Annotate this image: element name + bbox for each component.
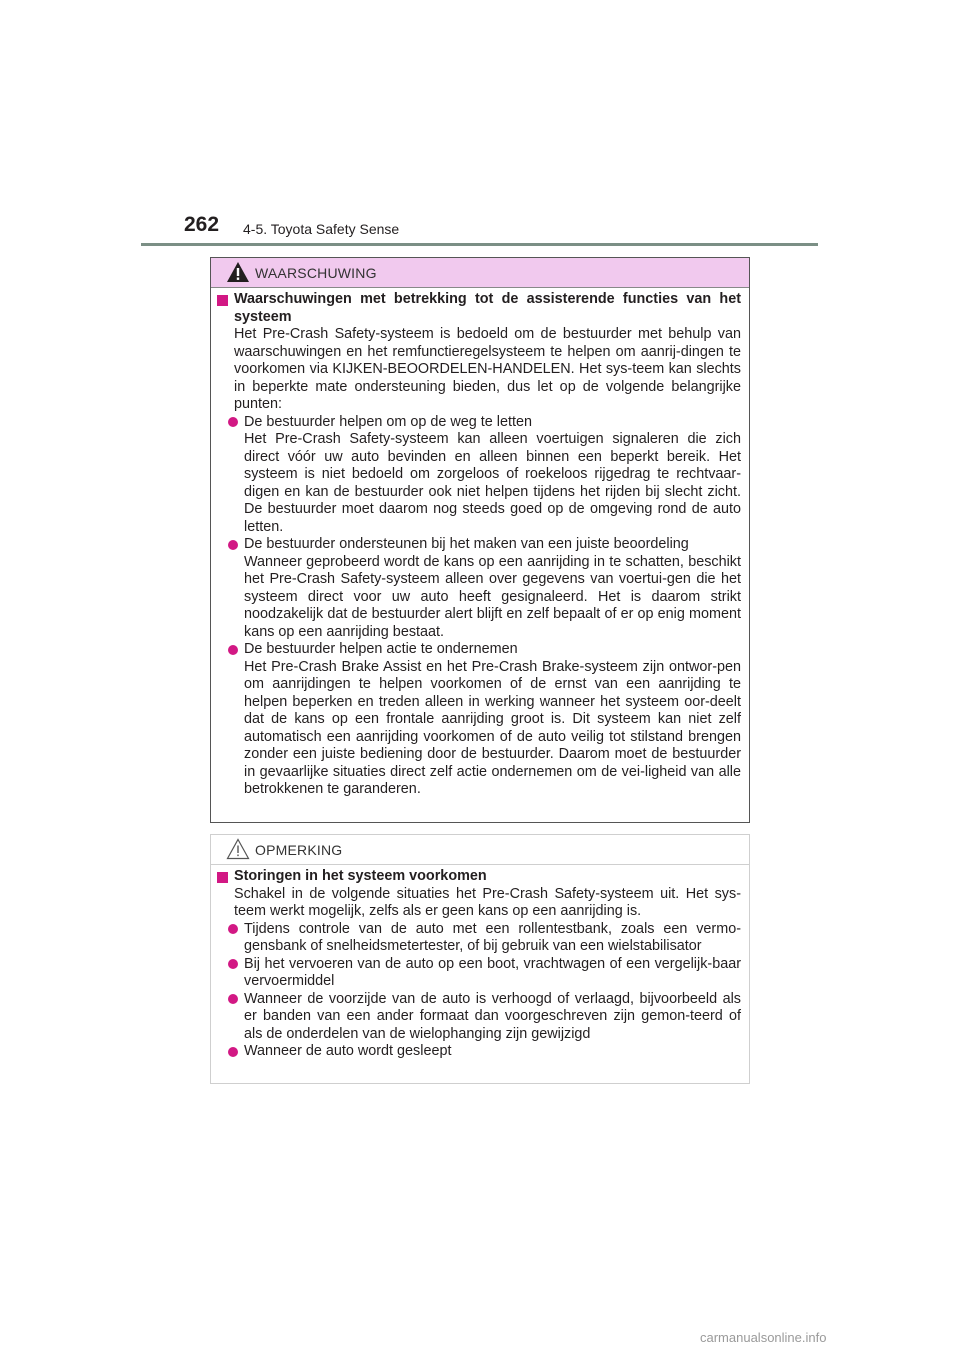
- notice-item: [217, 921, 741, 956]
- warning-item: [217, 536, 741, 641]
- warning-title: Waarschuwingen met betrekking tot de assisterende functies van het systeem: [234, 291, 741, 325]
- page-header: [0, 0, 960, 250]
- warning-topic: [217, 291, 741, 326]
- square-bullet-icon: [217, 295, 228, 306]
- notice-item: [217, 991, 741, 1044]
- square-bullet-icon: [217, 872, 228, 883]
- warning-box: [210, 257, 750, 823]
- warning-intro: Het Pre-Crash Safety-systeem is bedoeld om de bestuurder met behulp van waarschuwingen en het remfunctieregelsysteem te helpen om aanrij-dingen te voorkomen via KIJKEN-BEOORDELEN-HANDELEN. Het sys-teem kan slechts in beperkte mate ondersteuning bieden, dus let op de volgende belangrijke punten:: [234, 326, 741, 412]
- warning-item-heading: De bestuurder ondersteunen bij het maken van een juiste beoordeling: [244, 536, 689, 552]
- warning-header: [211, 258, 749, 288]
- notice-item-text: Wanneer de auto wordt gesleept: [244, 1043, 452, 1059]
- notice-topic: [217, 868, 741, 886]
- notice-intro: Schakel in de volgende situaties het Pre-Crash Safety-systeem uit. Het sys-teem werkt mogelijk, zelfs als er geen kans op een aanrijding is.: [234, 885, 741, 919]
- notice-box: [210, 834, 750, 1084]
- round-bullet-icon: [228, 417, 238, 427]
- page-number: 262: [184, 213, 220, 236]
- notice-item-text: Tijdens controle van de auto met een rollentestbank, zoals een vermo-gensbank of snelheidsmetertester, of bij gebruik van een wielstabilisator: [244, 920, 741, 954]
- notice-item: [217, 956, 741, 991]
- notice-item: [217, 1043, 741, 1061]
- header-divider: [141, 243, 818, 246]
- warning-body: [211, 288, 749, 799]
- round-bullet-icon: [228, 924, 238, 934]
- warning-item-heading: De bestuurder helpen actie te ondernemen: [244, 641, 518, 657]
- warning-item: [217, 414, 741, 537]
- round-bullet-icon: [228, 994, 238, 1004]
- notice-header: [211, 835, 749, 865]
- notice-body: [211, 865, 749, 1061]
- round-bullet-icon: [228, 645, 238, 655]
- notice-triangle-outline-icon: [226, 838, 250, 860]
- section-title: 4-5. Toyota Safety Sense: [243, 221, 400, 237]
- notice-title: Storingen in het systeem voorkomen: [234, 868, 487, 884]
- footer-watermark: carmanualsonline.info: [700, 1330, 827, 1345]
- warning-item-body: Het Pre-Crash Brake Assist en het Pre-Crash Brake-systeem zijn ontwor-pen om aanrijdingen te helpen voorkomen of de ernst van een aanrijding te helpen beperken en treden alleen in werking wanneer het systeem oor-deelt dat de kans op een frontale aanrijding groot is. Dit systeem kan niet zelf automatisch een aanrijding voorkomen of de auto veilig tot stilstand brengen zonder een juiste bediening door de bestuurder. Daarom moet de bestuurder in gevaarlijke situaties direct zelf actie ondernemen om de vei-ligheid van alle betrokkenen te garanderen.: [244, 658, 741, 797]
- notice-item-text: Wanneer de voorzijde van de auto is verhoogd of verlaagd, bijvoorbeeld als er banden van een ander formaat dan voorgeschreven zijn gemon-teerd of als de onderdelen van de wielophanging zijn gewijzigd: [244, 990, 741, 1042]
- warning-item-heading: De bestuurder helpen om op de weg te letten: [244, 413, 533, 430]
- notice-item-text: Bij het vervoeren van de auto op een boot, vrachtwagen of een vergelijk-baar vervoermiddel: [244, 955, 741, 989]
- warning-triangle-icon: [226, 261, 250, 283]
- warning-label: WAARSCHUWING: [255, 265, 377, 281]
- warning-item-body: Wanneer geprobeerd wordt de kans op een aanrijding in te schatten, beschikt het Pre-Crash Safety-systeem alleen over gegevens van voertui-gen die het systeem direct voor uw auto heeft gesignaleerd. Het is daarom strikt noodzakelijk dat de bestuurder alert blijft en zelf bepaalt of er op enig moment kans op een aanrijding bestaat.: [244, 553, 741, 640]
- warning-item: [217, 641, 741, 799]
- round-bullet-icon: [228, 540, 238, 550]
- round-bullet-icon: [228, 959, 238, 969]
- notice-label: OPMERKING: [255, 842, 343, 858]
- warning-item-body: Het Pre-Crash Safety-systeem kan alleen voertuigen signaleren die zich direct vóór uw auto bevinden en alleen binnen een beperkt bereik. Het systeem is niet bedoeld om zorgeloos of roekeloos rijgedrag te rechtvaar-digen en kan de bestuurder ook niet helpen tijdens het rijden bij slecht zicht. De bestuurder moet daarom nog steeds goed op de omgeving rond de auto letten.: [244, 431, 741, 535]
- round-bullet-icon: [228, 1047, 238, 1057]
